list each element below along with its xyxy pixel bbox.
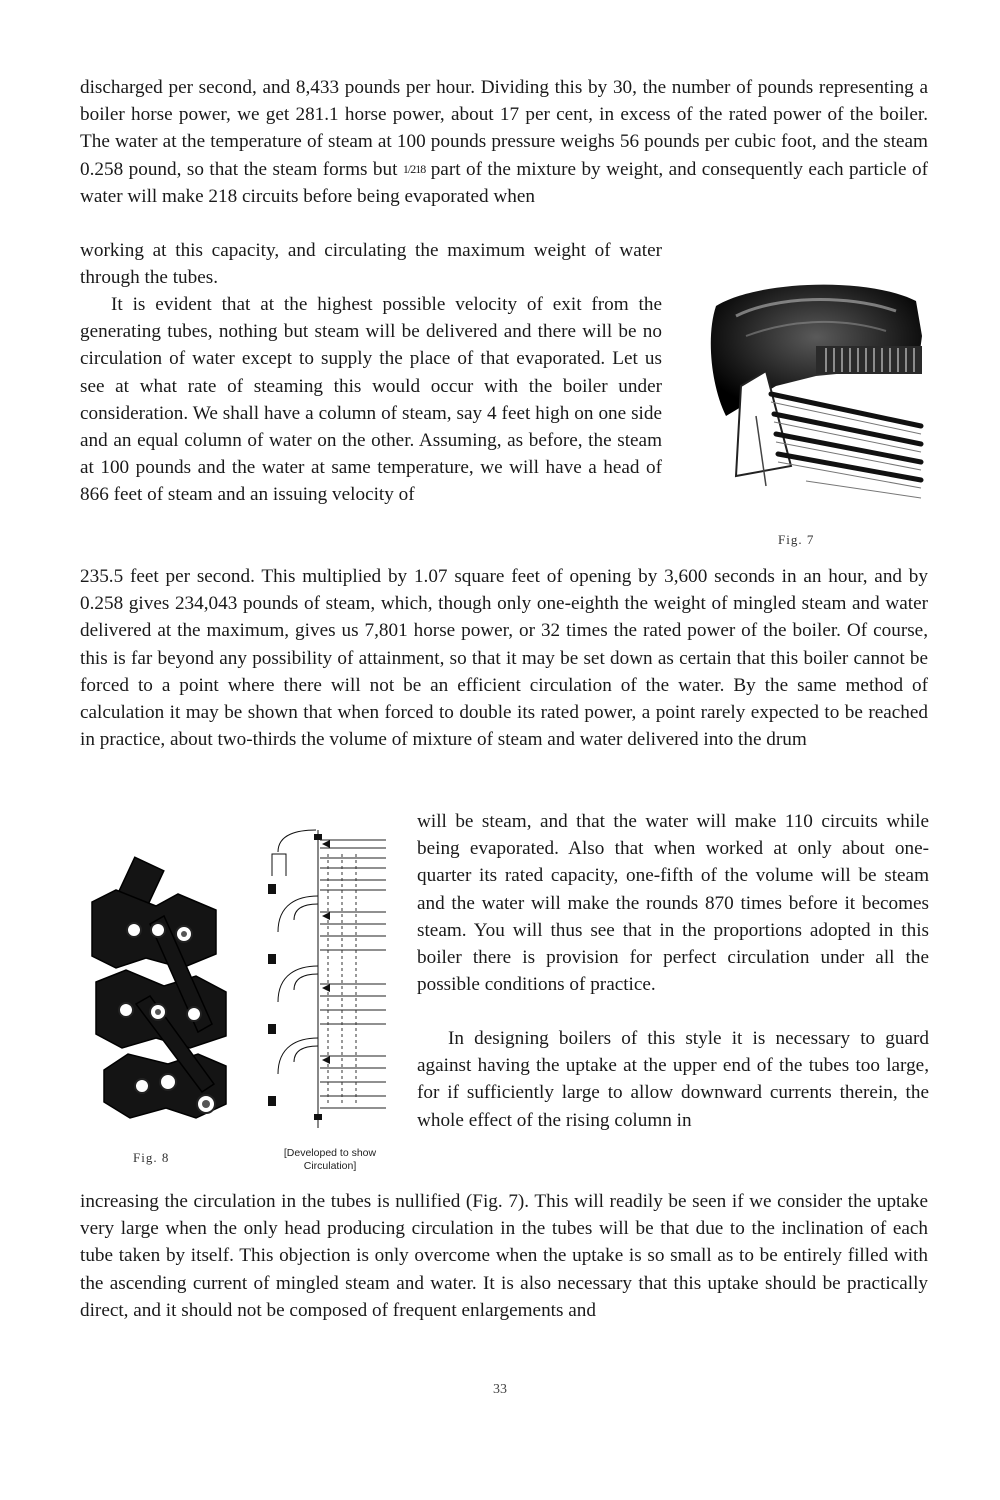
page-number: 33 — [493, 1382, 507, 1397]
fraction-one-218: 1/218 — [402, 161, 426, 176]
figure-8-caption: Fig. 8 — [133, 1150, 170, 1165]
figure-8-developed — [258, 824, 390, 1134]
paragraph-top-continued: working at this capacity, and circulating the maximum weight of water through the tubes. — [80, 240, 662, 289]
paragraph-velocity: It is evident that at the highest possible velocity of exit from the generating tubes, nothing but steam will be delivered and there will be no circulation of water except to supply the place of that evaporated. Let us see at what rate of steaming this would occur with the boiler under consideration. We shall have a column of steam, say 4 feet high on one side and an equal column of water on the other. Assuming, as before, the steam at 100 pounds and the water at same temperature, we will have a head of 866 feet of steam and an issuing velocity of — [80, 294, 662, 506]
figure-8 — [86, 854, 242, 1130]
paragraph-top — [80, 74, 928, 210]
figure-7-illustration — [696, 276, 932, 512]
figure-7 — [696, 276, 932, 512]
figure-7-caption: Fig. 7 — [778, 532, 815, 547]
figure-8-developed-illustration — [258, 824, 390, 1134]
figure-8-illustration — [86, 854, 242, 1130]
figure-8-developed-caption: [Developed to show Circulation] — [283, 1147, 377, 1172]
paragraph-calculation: 235.5 feet per second. This multiplied by 1.07 square feet of opening by 3,600 seconds in an hour, and by 0.258 gives 234,043 pounds of steam, which, though only one-eighth the weight of mingled steam and water delivered at the maximum, gives us 7,801 horse power, or 32 times the rated power of the boiler. Of course, this is far beyond any possibility of attainment, so that it may be set down as certain that this boiler cannot be forced to a point where there will not be an efficient circulation of the water. By the same method of calculation it may be shown that when forced to double its rated power, a point rarely expected to be reached in practice, about two-thirds the volume of mixture of steam and water delivered into the drum — [80, 566, 928, 751]
paragraph-bottom: increasing the circulation in the tubes is nullified (Fig. 7). This will readily be seen if we consider the uptake very large when the only head producing circulation in the tubes will be that due to the inclination of each tube taken by itself. This objection is only overcome when the uptake is so small as to be entirely filled with the ascending current of mingled steam and water. It is also necessary that this uptake should be practically direct, and it should not be composed of frequent enlargements and — [80, 1191, 928, 1321]
paragraph-top-end: part of the mixture by weight, and consequently each particle of water will make 218 circuits before being evaporated when — [80, 158, 928, 207]
paragraph-circulation: will be steam, and that the water will make 110 circuits while being evaporated. Also that when worked at only about one-quarter its rated capacity, one-fifth of the volume will be steam and the water will make the rounds 870 times before it becomes steam. You will thus see that in the proportions adopted in this boiler there is provision for perfect circulation under all the possible conditions of practice. — [417, 811, 929, 996]
paragraph-uptake: In designing boilers of this style it is necessary to guard against having the uptake at the upper end of the tubes too large, for if sufficiently large to allow downward currents therein, the whole effect of the rising column in — [417, 1028, 929, 1131]
paragraph-top-start: discharged per second, and 8,433 pounds per hour. Dividing this by 30, the number of pounds representing a boiler horse power, we get 281.1 horse power, about 17 per cent, in excess of the rated power of the boiler. The water at the temperature of steam at 100 pounds pressure weighs 56 pounds per cubic foot, and the steam 0.258 pound, so that the steam forms but — [80, 77, 928, 180]
